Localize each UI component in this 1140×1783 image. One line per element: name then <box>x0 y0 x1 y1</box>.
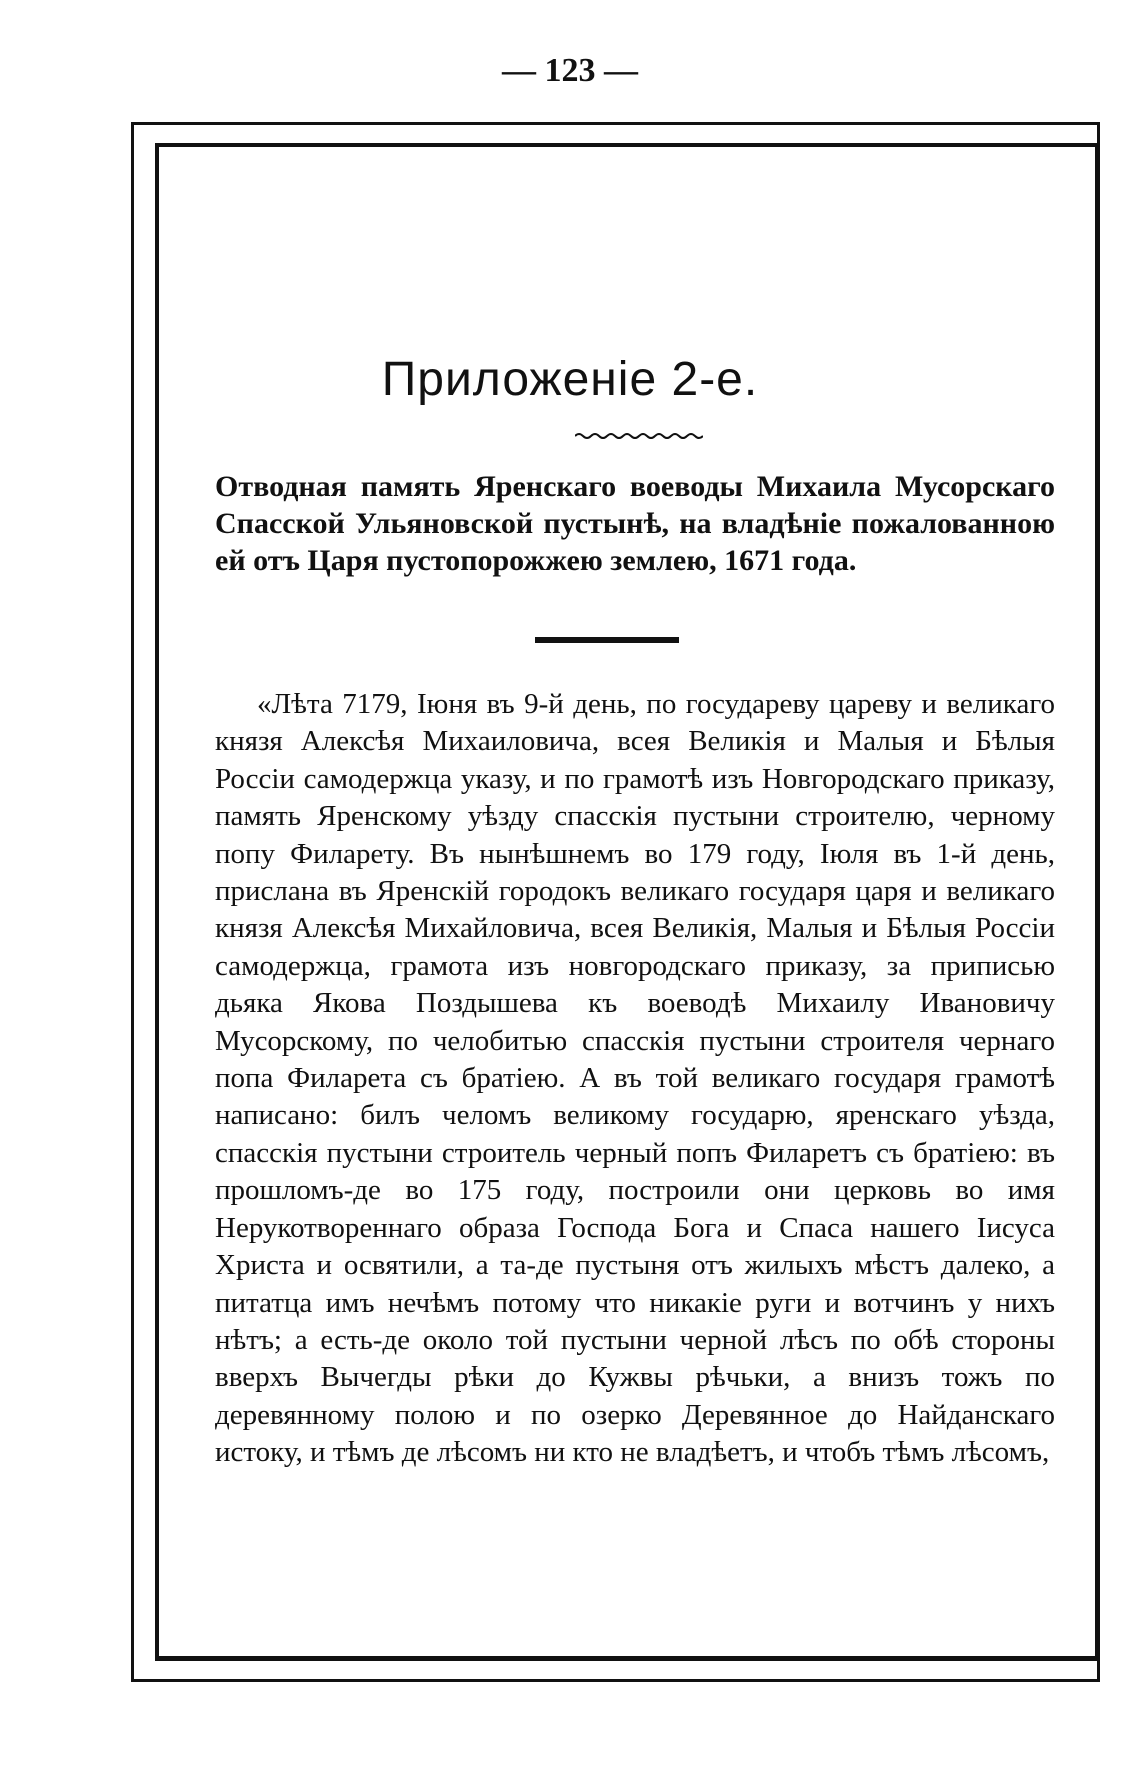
document-subtitle: Отводная память Яренскаго воеводы Михаила Мусорскаго Спасской Ульяновской пустынѣ, на владѣніе пожалованною ей отъ Царя пустопорожжею землею, 1671 года. <box>215 470 1055 577</box>
body-text: «Лѣта 7179, Іюня въ 9-й день, по государеву цареву и великаго князя Алексѣя Михаиловича, всея Великія и Малыя и Бѣлыя Россіи самодержца указу, и по грамотѣ изъ Новгородскаго приказу, память Яренскому уѣзду спасскія пустыни строителю, черному попу Филарету. Въ нынѣшнемъ во 179 году, Іюля въ 1-й день, прислана въ Яренскій городокъ великаго государя царя и великаго князя Алексѣя Михайловича, всея Великія, Малыя и Бѣлыя Россіи самодержца, грамота изъ новгородскаго приказу, за приписью дьяка Якова Поздышева къ воеводѣ Михаилу Ивановичу Мусорскому, по челобитью спасскія пустыни строителя чернаго попа Филарета съ братіею. А въ той великаго государя грамотѣ написано: билъ челомъ великому государю, яренскаго уѣзда, спасскія пустыни строитель черный попъ Филаретъ съ братіею: въ прошломъ-де во 175 году, построили они церковь во имя Нерукотвореннаго образа Господа Бога и Спаса нашего Іисуса Христа и освятили, а та-де пустыня отъ жилыхъ мѣстъ далеко, а питатца имъ нечѣмъ потому что никакіе руги и вотчинъ у нихъ нѣтъ; а есть-де около той пустыни черной лѣсъ по обѣ стороны вверхъ Вычегды рѣки до Кужвы рѣчьки, а внизъ тожъ по деревянному полою и по озерко Деревянное до Найданскаго истоку, и тѣмъ де лѣсомъ ни кто не владѣетъ, и чтобъ тѣмъ лѣсомъ, <box>215 688 1055 1469</box>
page-number: — 123 — <box>502 52 638 89</box>
appendix-title: Приложеніе 2-е. <box>381 353 759 406</box>
section-divider <box>535 637 679 643</box>
wavy-ornament-divider <box>575 430 703 442</box>
